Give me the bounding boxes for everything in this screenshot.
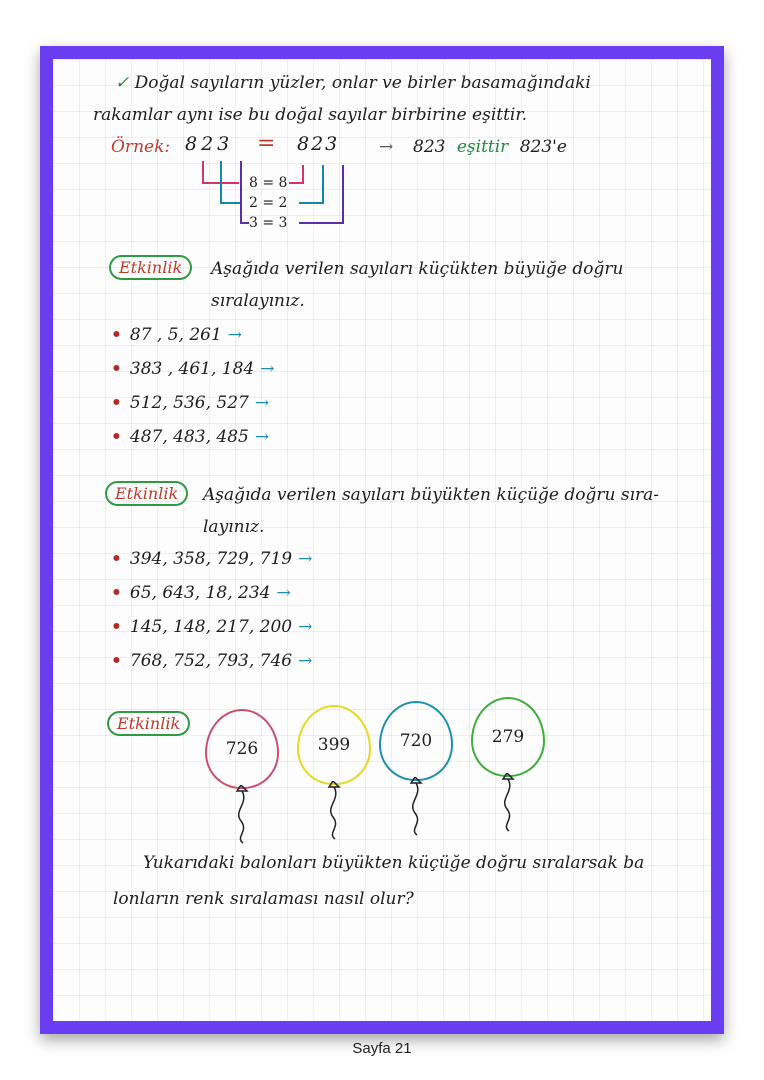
activity1-line-2: sıralayınız. xyxy=(211,291,305,311)
balloon-string xyxy=(405,777,429,837)
arrow-icon: → xyxy=(298,549,313,569)
example-result: 823 eşittir 823'e xyxy=(413,137,567,157)
balloon-body: 726 xyxy=(205,709,279,789)
arrow-icon: → xyxy=(254,393,270,413)
activity2-item: • 65, 643, 18, 234 → xyxy=(111,583,291,603)
balloon xyxy=(205,709,279,849)
activity2-item: • 145, 148, 217, 200 → xyxy=(111,617,313,637)
balloon-string xyxy=(323,781,347,841)
balloon xyxy=(471,697,545,837)
balloon-body: 720 xyxy=(379,701,453,781)
arrow-icon: → xyxy=(298,651,313,671)
arrow-icon: → xyxy=(276,583,291,603)
balloon-string xyxy=(231,785,255,845)
example-arrow: → xyxy=(379,137,394,157)
activity1-item: • 512, 536, 527 → xyxy=(111,393,270,413)
arrow-icon: → xyxy=(260,359,275,379)
activity2-line-2: layınız. xyxy=(203,517,265,537)
arrow-icon: → xyxy=(254,427,270,447)
balloon-string xyxy=(497,773,521,833)
activity1-item: • 487, 483, 485 → xyxy=(111,427,270,447)
activity-badge-1: Etkinlik xyxy=(109,255,192,280)
rule-line-2: rakamlar aynı ise bu doğal sayılar birbirine eşittir. xyxy=(93,105,528,125)
page-frame xyxy=(40,46,724,1034)
example-equals: = xyxy=(257,131,276,156)
activity2-item: • 768, 752, 793, 746 → xyxy=(111,651,313,671)
question-line-2: lonların renk sıralaması nasıl olur? xyxy=(113,889,414,909)
ones-connector-right xyxy=(299,165,343,223)
question-line-1: Yukarıdaki balonları büyükten küçüğe doğru sıralarsak ba xyxy=(143,853,645,873)
activity2-item: • 394, 358, 729, 719 → xyxy=(111,549,313,569)
hundreds-connector-right xyxy=(289,165,303,183)
activity1-item: • 383 , 461, 184 → xyxy=(111,359,275,379)
pair-tens: 2 = 2 xyxy=(249,195,288,211)
pair-hundreds: 8 = 8 xyxy=(249,175,288,191)
balloon xyxy=(379,701,453,841)
activity-badge-2: Etkinlik xyxy=(105,481,188,506)
activity2-line-1: Aşağıda verilen sayıları büyükten küçüğe doğru sıra- xyxy=(203,485,660,505)
balloon-body: 399 xyxy=(297,705,371,785)
page-number: Sayfa 21 xyxy=(352,1040,412,1057)
notebook-paper xyxy=(53,59,711,1021)
example-left-number: 823 xyxy=(185,133,234,155)
example-right-number: 823 xyxy=(297,133,340,155)
example-label: Örnek: xyxy=(111,137,171,157)
arrow-icon: → xyxy=(298,617,313,637)
rule-line-1: ✓ Doğal sayıların yüzler, onlar ve birler basamağındaki xyxy=(115,73,591,93)
arrow-icon: → xyxy=(227,325,243,345)
pair-ones: 3 = 3 xyxy=(249,215,288,231)
check-icon: ✓ xyxy=(115,73,130,93)
balloon xyxy=(297,705,371,845)
activity1-line-1: Aşağıda verilen sayıları küçükten büyüğe doğru xyxy=(211,259,624,279)
balloon-body: 279 xyxy=(471,697,545,777)
activity1-item: • 87 , 5, 261 → xyxy=(111,325,243,345)
ones-connector xyxy=(241,161,249,223)
activity-badge-3: Etkinlik xyxy=(107,711,190,736)
